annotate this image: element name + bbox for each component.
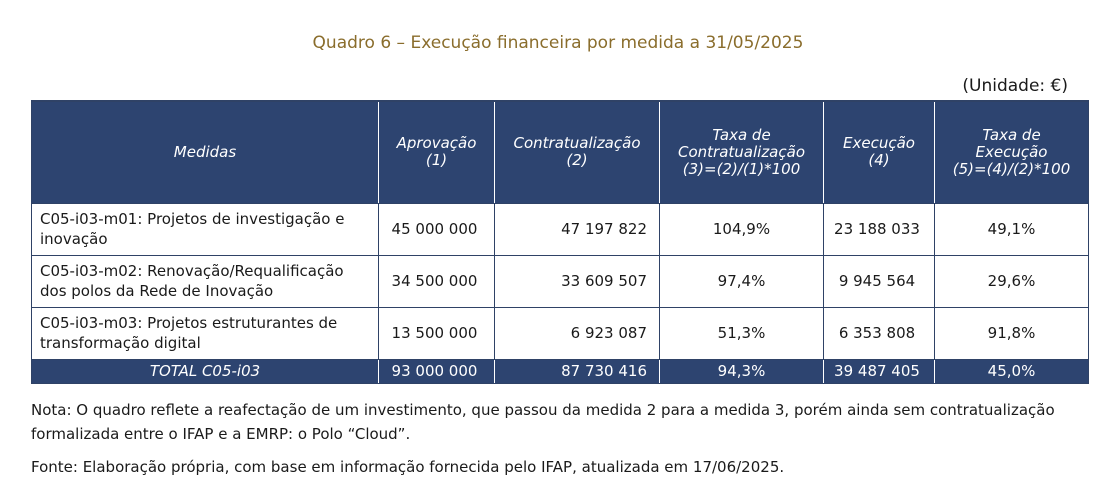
cell-taxa-execucao: 29,6% [935,255,1089,307]
table-row [32,307,1089,359]
table-row [32,255,1089,307]
header-execucao: Execução (4) [824,101,935,203]
cell-contratualizacao: 33 609 507 [495,255,660,307]
cell-taxa-contratualizacao: 104,9% [660,203,824,255]
financial-execution-table [31,100,1089,384]
cell-taxa-execucao: 91,8% [935,307,1089,359]
header-medidas: Medidas [32,101,379,203]
cell-taxa-contratualizacao: 51,3% [660,307,824,359]
header-taxa-execucao: Taxa de Execução (5)=(4)/(2)*100 [935,101,1089,203]
header-row [32,101,1089,203]
cell-medida: C05-i03-m01: Projetos de investigação e inovação [32,203,379,255]
table-note: Nota: O quadro reflete a reafectação de um investimento, que passou da medida 2 para a medida 3, porém ainda sem contratualização formalizada entre o IFAP e a EMRP: o Polo “Cloud”. [31,401,1055,443]
cell-medida: C05-i03-m03: Projetos estruturantes de transformação digital [32,307,379,359]
total-row [32,359,1089,383]
cell-taxa-execucao: 49,1% [935,203,1089,255]
cell-execucao: 9 945 564 [824,255,935,307]
total-contratualizacao: 87 730 416 [495,359,660,383]
total-aprovacao: 93 000 000 [379,359,495,383]
cell-execucao: 23 188 033 [824,203,935,255]
table-row [32,203,1089,255]
cell-aprovacao: 45 000 000 [379,203,495,255]
cell-contratualizacao: 6 923 087 [495,307,660,359]
cell-medida: C05-i03-m02: Renovação/Requalificação dos polos da Rede de Inovação [32,255,379,307]
cell-execucao: 6 353 808 [824,307,935,359]
cell-aprovacao: 34 500 000 [379,255,495,307]
unit-label: (Unidade: €) [962,76,1068,96]
header-contratualizacao: Contratualização (2) [495,101,660,203]
header-taxa-contratualizacao: Taxa de Contratualização (3)=(2)/(1)*100 [660,101,824,203]
cell-taxa-contratualizacao: 97,4% [660,255,824,307]
table-source: Fonte: Elaboração própria, com base em informação fornecida pelo IFAP, atualizada em 17/06/2025. [31,458,785,476]
total-taxa-contratualizacao: 94,3% [660,359,824,383]
total-label: TOTAL C05-i03 [32,359,379,383]
cell-aprovacao: 13 500 000 [379,307,495,359]
cell-contratualizacao: 47 197 822 [495,203,660,255]
header-aprovacao: Aprovação (1) [379,101,495,203]
total-execucao: 39 487 405 [824,359,935,383]
table-title: Quadro 6 – Execução financeira por medida a 31/05/2025 [312,33,804,53]
total-taxa-execucao: 45,0% [935,359,1089,383]
